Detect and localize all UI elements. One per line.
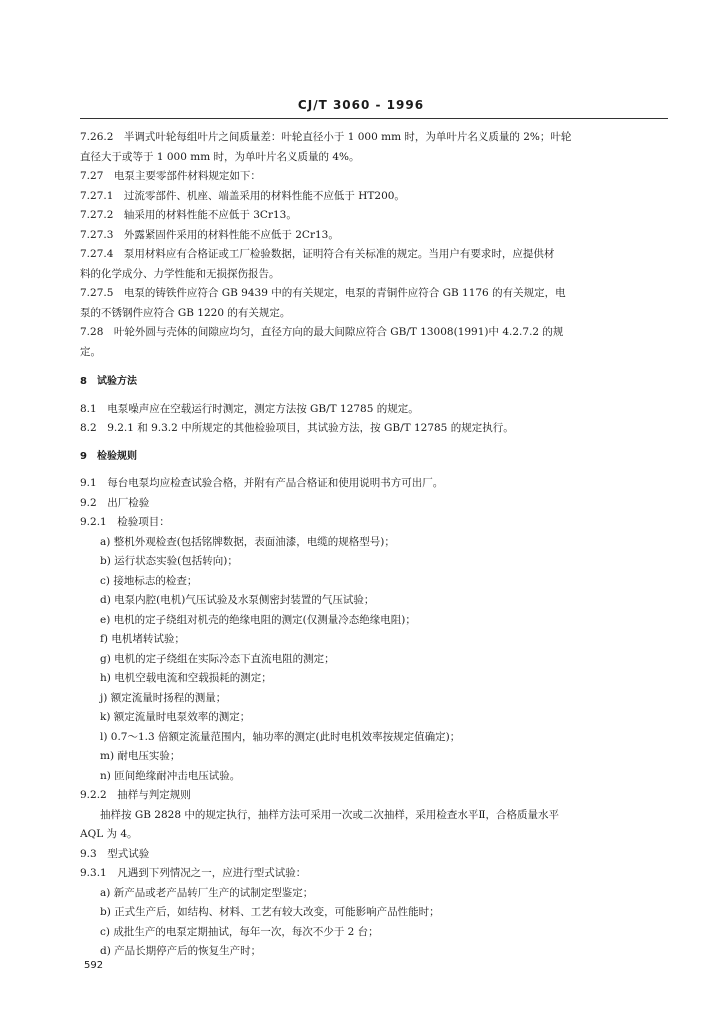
section-heading: 9 检验规则 (80, 450, 137, 462)
text-line: c) 接地标志的检查； (100, 574, 198, 587)
text-line: a) 整机外观检查(包括铭牌数据，表面油漆，电缆的规格型号)； (100, 535, 395, 548)
text-line: 7.27.1 过流零部件、机座、端盖采用的材料性能不应低于 HT200。 (80, 189, 405, 202)
spacer (80, 439, 670, 447)
text-line: 9.3.1 凡遇到下列情况之一，应进行型式试验： (80, 867, 307, 879)
text-line: 7.27 电泵主要零部件材料规定如下： (80, 170, 261, 182)
text-line: a) 新产品或老产品转厂生产的试制定型鉴定； (100, 886, 314, 899)
text-line: 9.2.1 检验项目： (80, 516, 170, 528)
text-line: k) 额定流量时电泵效率的测定； (100, 711, 251, 723)
text-line: 9.1 每台电泵均应检查试验合格，并附有产品合格证和使用说明书方可出厂。 (80, 477, 444, 489)
spacer (80, 466, 670, 474)
text-line: 7.27.2 轴采用的材料性能不应低于 3Cr13。 (80, 209, 297, 221)
text-line: 抽样按 GB 2828 中的规定执行，抽样方法可采用一次或二次抽样，采用检查水平Ⅱ，合格质量水平 (100, 808, 559, 821)
text-line: 9.3 型式试验 (80, 847, 150, 860)
text-line: l) 0.7～1.3 倍额定流量范围内，轴功率的测定(此时电机效率按规定值确定)； (100, 730, 461, 743)
section-heading: 8 试验方法 (80, 376, 137, 387)
text-line: c) 成批生产的电泵定期抽试，每年一次，每次不少于 2 台； (100, 925, 379, 938)
text-line: j) 额定流量时扬程的测量； (100, 691, 227, 704)
text-line: f) 电机堵转试验； (100, 633, 185, 645)
spacer (80, 392, 670, 400)
document-body (80, 128, 670, 962)
text-line: 直径大于或等于 1 000 mm 时，为单叶片名义质量的 4%。 (80, 150, 360, 163)
running-header: CJ/T 3060 - 1996 (297, 98, 425, 112)
text-line: g) 电机的定子绕组在实际冷态下直流电阻的测定； (100, 652, 335, 665)
text-line: 7.28 叶轮外圆与壳体的间隙应均匀，直径方向的最大间隙应符合 GB/T 13008(1991)中 4.2.7.2 的规 (80, 326, 564, 338)
text-line: 料的化学成分、力学性能和无损探伤报告。 (80, 267, 280, 280)
text-line: m) 耐电压实验； (100, 750, 181, 762)
text-line: e) 电机的定子绕组对机壳的绝缘电阻的测定(仅测量冷态绝缘电阻)； (100, 613, 416, 626)
text-line: b) 运行状态实验(包括转向)； (100, 555, 238, 567)
text-line: n) 匝间绝缘耐冲击电压试验。 (100, 769, 241, 782)
text-line: 定。 (80, 345, 101, 358)
page-number: 592 (84, 960, 104, 971)
text-line: h) 电机空载电流和空载损耗的测定； (100, 672, 272, 684)
text-line: 8.2 9.2.1 和 9.3.2 中所规定的其他检验项目，其试验方法，按 GB/T 12785 的规定执行。 (80, 422, 514, 434)
text-line: AQL 为 4。 (80, 828, 138, 840)
text-line: 9.2.2 抽样与判定规则 (80, 789, 191, 801)
text-line: 7.27.5 电泵的铸铁件应符合 GB 9439 中的有关规定，电泵的青铜件应符合 GB 1176 的有关规定，电 (80, 287, 566, 299)
header-rule (80, 118, 668, 119)
text-line: 7.27.4 泵用材料应有合格证或工厂检验数据，证明符合有关标准的规定。当用户有要求时，应提供材 (80, 248, 555, 260)
text-line: b) 正式生产后，如结构、材料、工艺有较大改变，可能影响产品性能时； (100, 906, 440, 918)
text-line: 7.26.2 半调式叶轮每组叶片之间质量差：叶轮直径小于 1 000 mm 时，为单叶片名义质量的 2%；叶轮 (80, 131, 572, 143)
text-line: 泵的不锈钢件应符合 GB 1220 的有关规定。 (80, 306, 291, 319)
text-line: 9.2 出厂检验 (80, 496, 150, 509)
text-line: 7.27.3 外露紧固件采用的材料性能不应低于 2Cr13。 (80, 228, 339, 241)
text-line: d) 电泵内腔(电机)气压试验及水泵侧密封装置的气压试验； (100, 594, 375, 606)
spacer (80, 362, 670, 372)
text-line: 8.1 电泵噪声应在空载运行时测定，测定方法按 GB/T 12785 的规定。 (80, 402, 419, 415)
text-line: d) 产品长期停产后的恢复生产时； (100, 945, 262, 957)
